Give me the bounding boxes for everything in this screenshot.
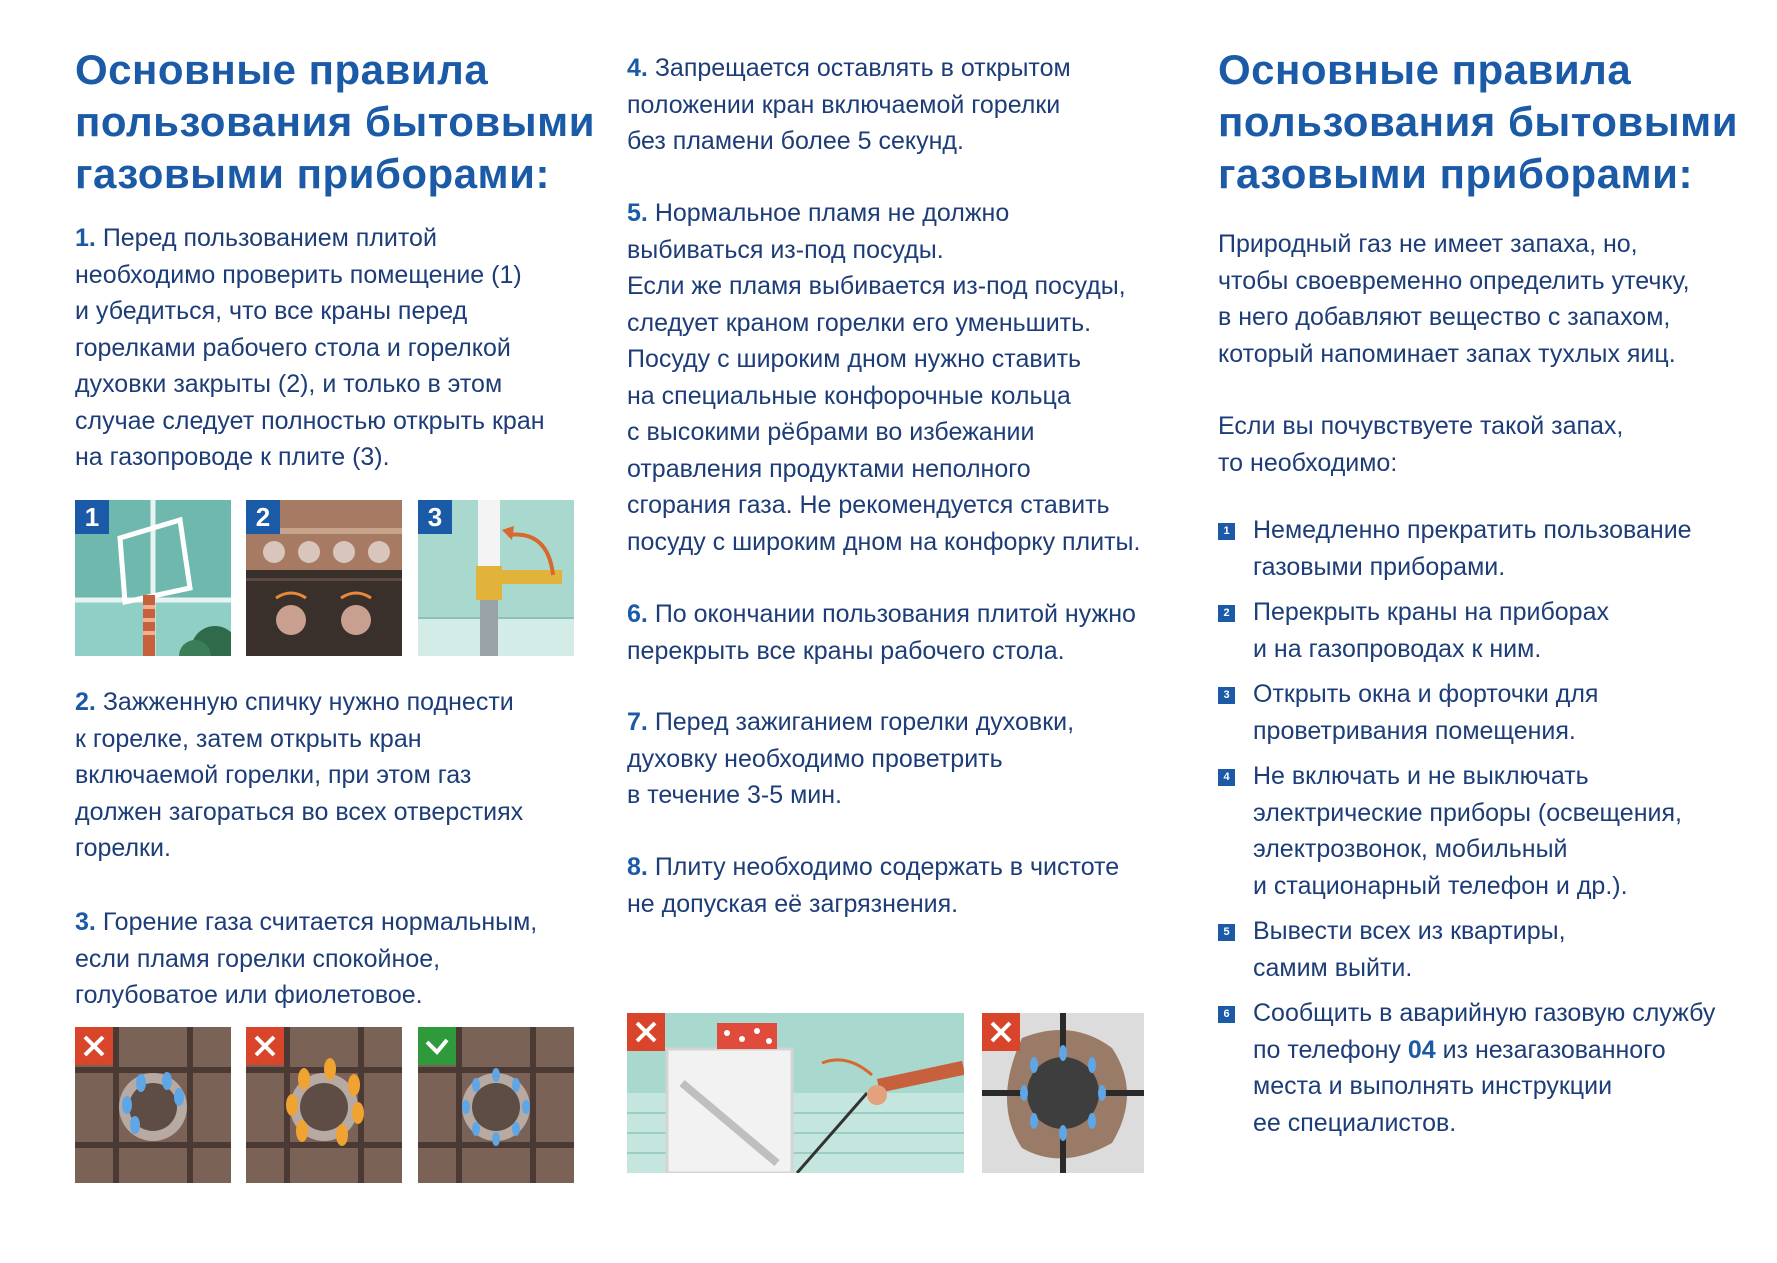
- emergency-phone-number: 04: [1407, 1035, 1436, 1064]
- rule-3-line-2: если пламя горелки спокойное,: [75, 944, 441, 973]
- left-title-line-3: газовыми приборами:: [75, 150, 550, 197]
- step-3-line-2: проветривания помещения.: [1253, 716, 1576, 745]
- rule-5-line-9: сгорания газа. Не рекомендуется ставить: [627, 491, 1110, 519]
- rule-1-line-2: необходимо проверить помещение (1): [75, 260, 522, 289]
- rule-3-number: 3.: [75, 908, 96, 936]
- step-4-line-2: электрические приборы (освещения,: [1253, 798, 1682, 827]
- right-title-line-2: пользования бытовыми: [1218, 98, 1739, 145]
- figure-badge-2: 2: [246, 500, 280, 534]
- oven-door-open-icon: [627, 1013, 964, 1173]
- right-title-line-1: Основные правила: [1218, 46, 1632, 93]
- rule-2-line-2: к горелке, затем открыть кран: [75, 724, 422, 753]
- rule-2-line-3: включаемой горелки, при этом газ: [75, 761, 472, 789]
- rule-1-line-1: Перед пользованием плитой: [102, 224, 437, 252]
- rule-7-line-2: духовку необходимо проветрить: [627, 744, 1003, 773]
- intro-line-1: Природный газ не имеет запаха, но,: [1218, 230, 1638, 258]
- step-number-2: 2: [1218, 605, 1235, 622]
- step-6-line-1: Сообщить в аварийную газовую службу: [1253, 999, 1716, 1027]
- right-title: [1218, 44, 1738, 200]
- figure-oven-door: [627, 1013, 964, 1173]
- rule-6-number: 6.: [627, 600, 648, 628]
- intro-paragraph: [1218, 226, 1690, 372]
- step-2-line-2: и на газопроводах к ним.: [1253, 634, 1542, 663]
- if-smell-line-2: то необходимо:: [1218, 448, 1398, 477]
- figure-badge-1: 1: [75, 500, 109, 534]
- rule-1-line-4: горелками рабочего стола и горелкой: [75, 333, 511, 362]
- step-1-line-1: Немедленно прекратить пользование: [1253, 516, 1692, 544]
- rule-2-line-4: должен загораться во всех отверстиях: [75, 797, 524, 826]
- intro-line-4: который напоминает запах тухлых яиц.: [1218, 339, 1676, 368]
- rule-4-line-1: Запрещается оставлять в открытом: [654, 54, 1071, 82]
- step-3-line-1: Открыть окна и форточки для: [1253, 680, 1599, 708]
- rule-7-number: 7.: [627, 708, 648, 736]
- rule-5-line-2: выбиваться из-под посуды.: [627, 235, 944, 264]
- figure-burner-yellow: [246, 1027, 402, 1183]
- figure-stove-knobs: [246, 500, 402, 656]
- cross-mark-icon: [982, 1013, 1020, 1051]
- rule-1-line-5: духовки закрыты (2), и только в этом: [75, 370, 503, 398]
- rule-7: [627, 704, 1074, 814]
- step-3: [1218, 676, 1763, 749]
- rule-2-line-1: Зажженную спичку нужно поднести: [102, 688, 514, 716]
- rule-1: [75, 220, 545, 476]
- step-4-line-4: и стационарный телефон и др.).: [1253, 871, 1628, 900]
- rule-5: [627, 195, 1140, 560]
- step-4-line-1: Не включать и не выключать: [1253, 762, 1589, 790]
- rule-1-line-7: на газопроводе к плите (3).: [75, 443, 390, 471]
- rule-7-line-1: Перед зажиганием горелки духовки,: [654, 708, 1075, 736]
- rule-5-number: 5.: [627, 199, 648, 227]
- rule-5-line-7: с высокими рёбрами во избежании: [627, 418, 1035, 446]
- cross-mark-icon: [627, 1013, 665, 1051]
- rule-1-number: 1.: [75, 224, 96, 252]
- rule-6-line-1: По окончании пользования плитой нужно: [654, 600, 1136, 628]
- rule-3-line-3: голубоватое или фиолетовое.: [75, 981, 423, 1009]
- rule-1-line-6: случае следует полностью открыть кран: [75, 406, 545, 435]
- rule-5-line-1: Нормальное пламя не должно: [654, 199, 1010, 227]
- left-title: [75, 44, 595, 200]
- step-number-5: 5: [1218, 924, 1235, 941]
- emergency-steps: [1218, 512, 1763, 1150]
- step-1: [1218, 512, 1763, 585]
- step-6-line-2-prefix: по телефону: [1253, 1035, 1408, 1064]
- step-6-line-4: ее специалистов.: [1253, 1108, 1457, 1137]
- step-number-3: 3: [1218, 687, 1235, 704]
- figure-badge-3: 3: [418, 500, 452, 534]
- figure-burner-uneven: [75, 1027, 231, 1183]
- rule-8-line-1: Плиту необходимо содержать в чистоте: [654, 853, 1120, 881]
- intro-line-2: чтобы своевременно определить утечку,: [1218, 266, 1690, 295]
- rule-3-line-1: Горение газа считается нормальным,: [102, 908, 538, 936]
- if-smell-paragraph: [1218, 408, 1623, 481]
- step-5-line-2: самим выйти.: [1253, 953, 1413, 982]
- figure-dirty-burner: [982, 1013, 1144, 1173]
- rule-2-number: 2.: [75, 688, 96, 716]
- step-number-1: 1: [1218, 523, 1235, 540]
- rule-4-line-3: без пламени более 5 секунд.: [627, 127, 964, 155]
- rule-8-line-2: не допуская её загрязнения.: [627, 889, 959, 918]
- step-4-line-3: электрозвонок, мобильный: [1253, 835, 1568, 863]
- figure-window: [75, 500, 231, 656]
- rule-5-line-10: посуду с широким дном на конфорку плиты.: [627, 527, 1141, 556]
- step-1-line-2: газовыми приборами.: [1253, 552, 1506, 581]
- rule-5-line-5: Посуду с широким дном нужно ставить: [627, 345, 1082, 373]
- cross-mark-icon: [75, 1027, 113, 1065]
- figure-burner-blue: [418, 1027, 574, 1183]
- step-number-6: 6: [1218, 1006, 1235, 1023]
- cross-mark-icon: [246, 1027, 284, 1065]
- rule-4-line-2: положении кран включаемой горелки: [627, 90, 1061, 119]
- if-smell-line-1: Если вы почувствуете такой запах,: [1218, 412, 1624, 440]
- rule-6: [627, 596, 1136, 669]
- intro-line-3: в него добавляют вещество с запахом,: [1218, 303, 1671, 331]
- step-6-line-3: места и выполнять инструкции: [1253, 1072, 1613, 1100]
- rule-4: [627, 50, 1071, 160]
- rule-7-line-3: в течение 3-5 мин.: [627, 781, 843, 809]
- rule-3: [75, 904, 537, 1014]
- rule-6-line-2: перекрыть все краны рабочего стола.: [627, 636, 1065, 665]
- rule-5-line-6: на специальные конфорочные кольца: [627, 381, 1071, 410]
- rule-5-line-3: Если же пламя выбивается из-под посуды,: [627, 272, 1126, 300]
- left-title-line-2: пользования бытовыми: [75, 98, 596, 145]
- step-5-line-1: Вывести всех из квартиры,: [1253, 917, 1566, 945]
- rule-5-line-8: отравления продуктами неполного: [627, 454, 1031, 483]
- rule-2: [75, 684, 523, 867]
- step-number-4: 4: [1218, 769, 1235, 786]
- rule-8: [627, 849, 1119, 922]
- left-title-line-1: Основные правила: [75, 46, 489, 93]
- figure-gas-valve: [418, 500, 574, 656]
- step-5: [1218, 913, 1763, 986]
- rule-5-line-4: следует краном горелки его уменьшить.: [627, 308, 1092, 337]
- check-mark-icon: [418, 1027, 456, 1065]
- step-4: [1218, 758, 1763, 904]
- step-6-line-2-suffix: из незагазованного: [1435, 1035, 1666, 1064]
- step-2: [1218, 594, 1763, 667]
- rule-2-line-5: горелки.: [75, 834, 171, 862]
- rule-4-number: 4.: [627, 54, 648, 82]
- rule-1-line-3: и убедиться, что все краны перед: [75, 297, 468, 325]
- step-6: [1218, 995, 1763, 1141]
- right-title-line-3: газовыми приборами:: [1218, 150, 1693, 197]
- rule-8-number: 8.: [627, 853, 648, 881]
- step-2-line-1: Перекрыть краны на приборах: [1253, 598, 1609, 626]
